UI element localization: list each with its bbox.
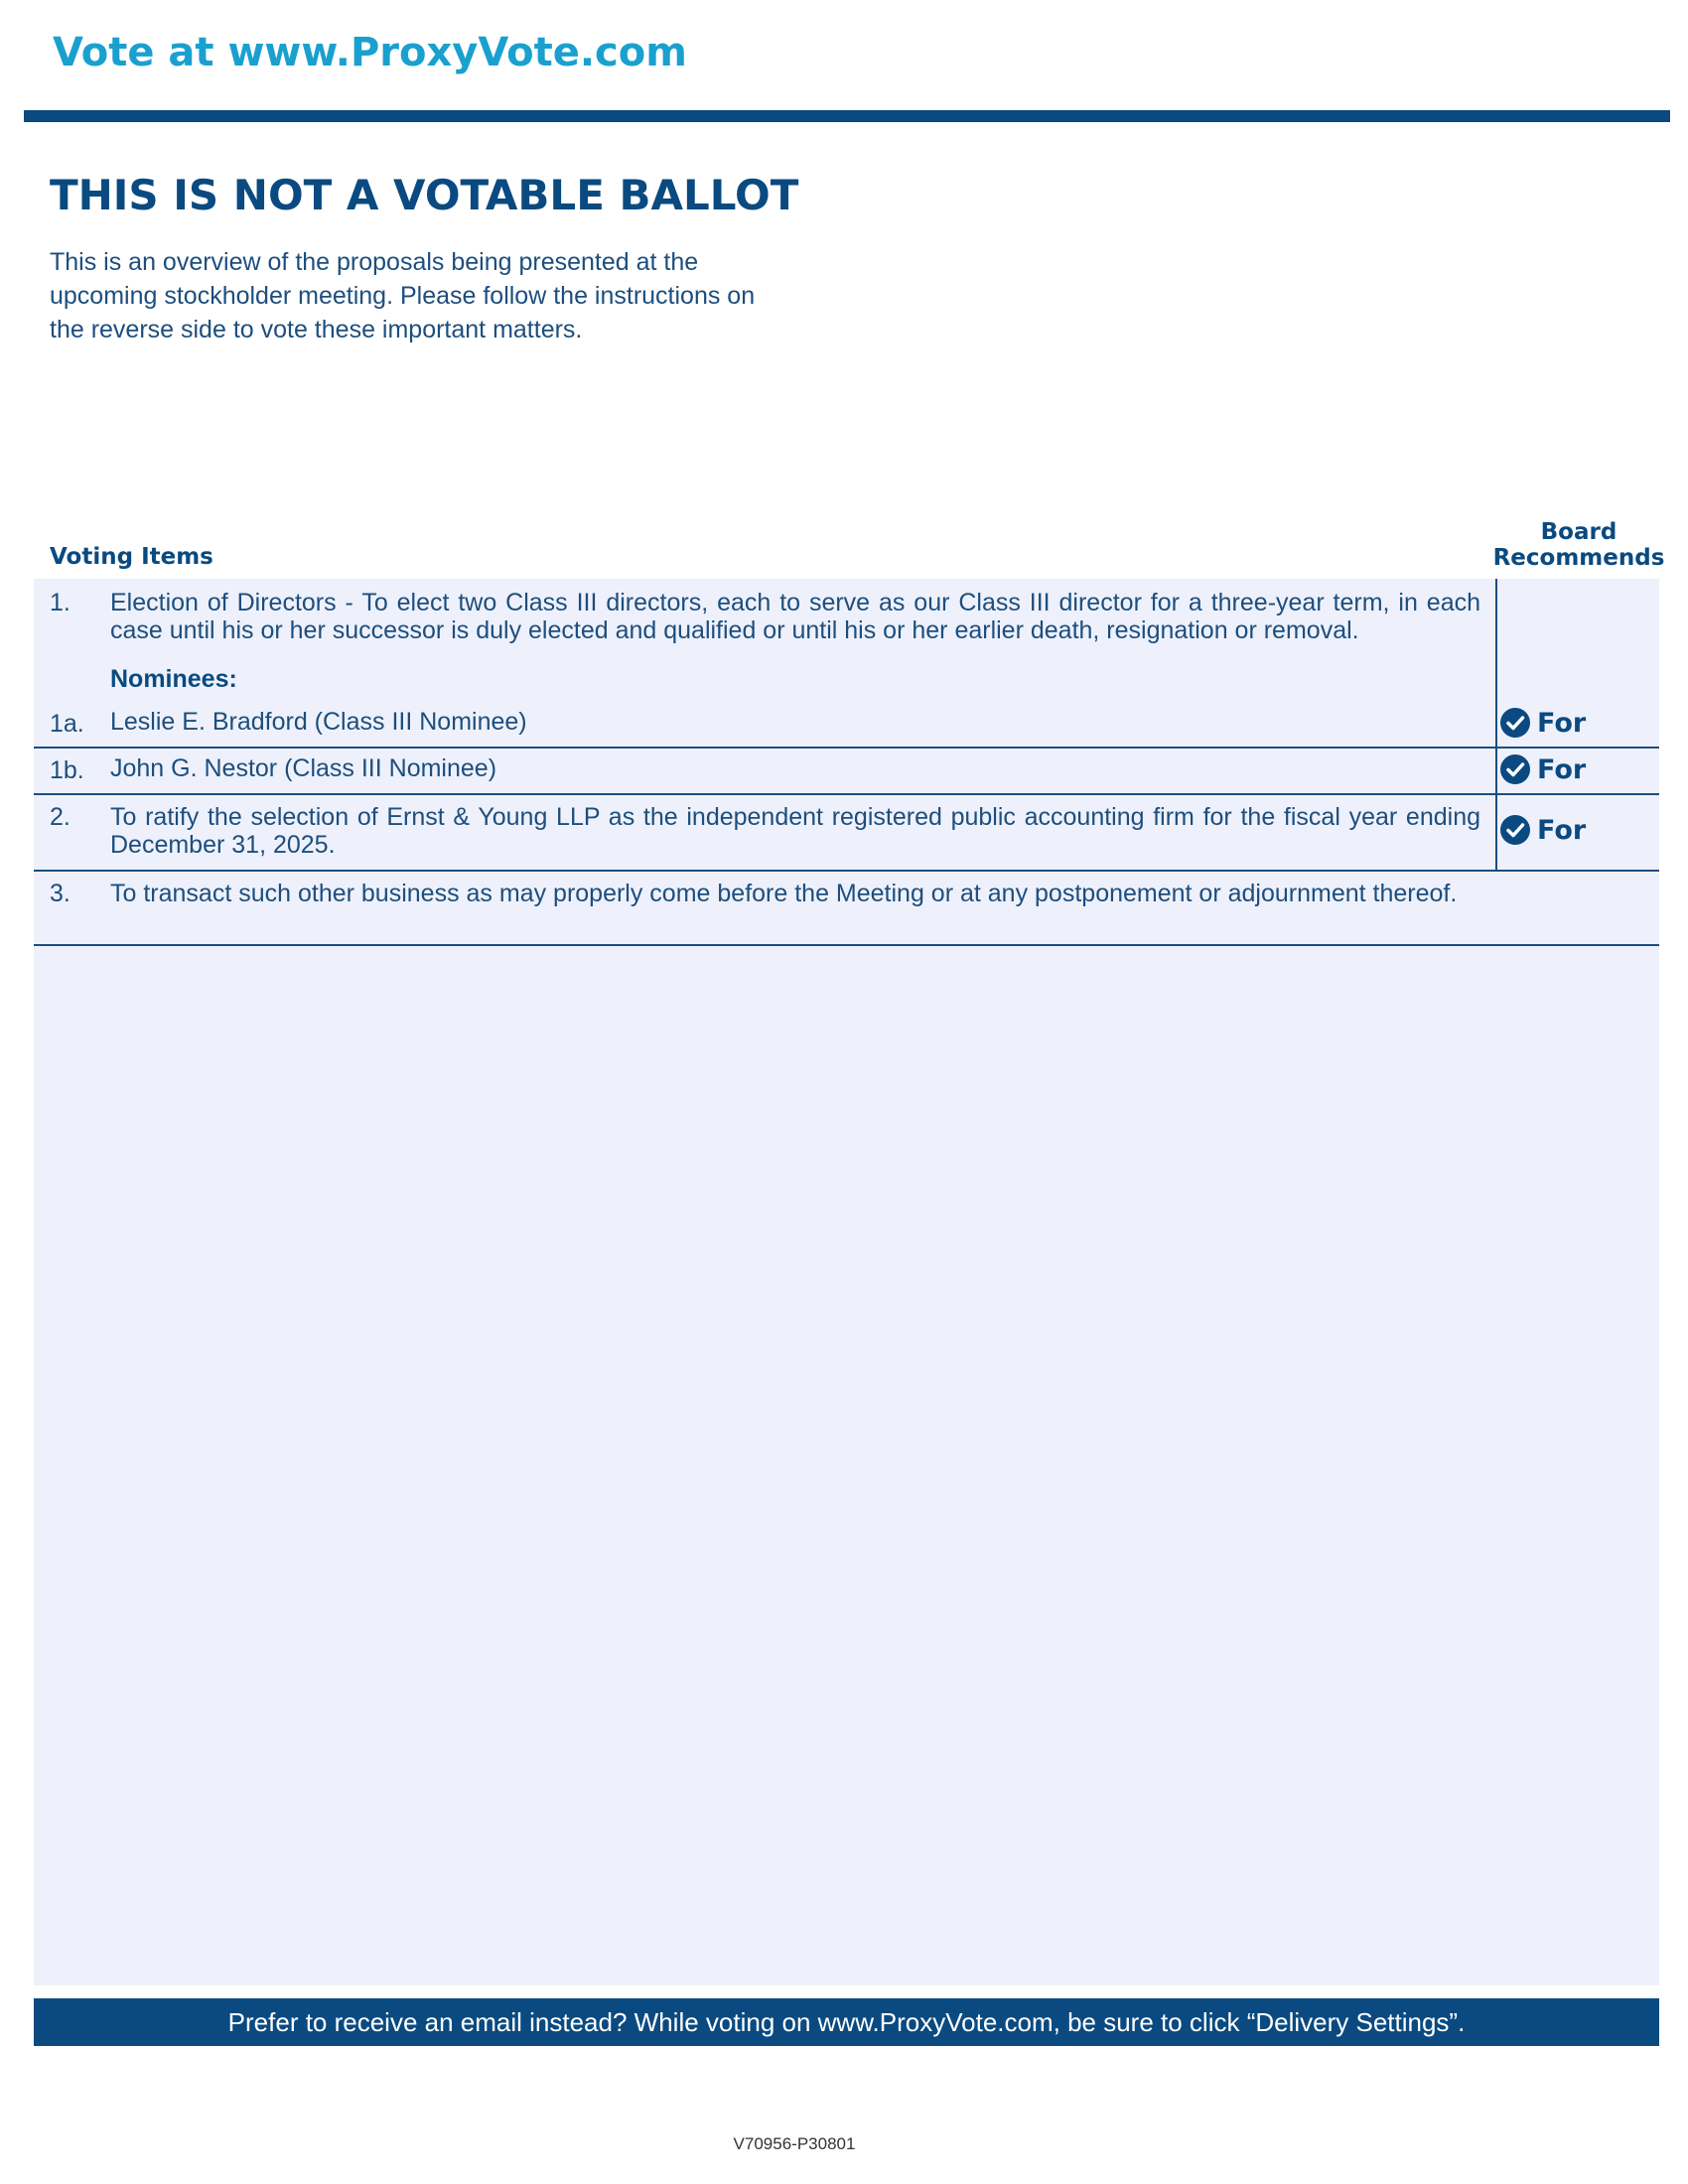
item-text: To ratify the selection of Ernst & Young LLP as the independent registered public accounting firm for the fiscal year ending December 31, 2025. [110,803,1480,859]
recommendation-label: For [1537,814,1587,846]
item-number: 1a. [50,710,84,738]
recommendation [1499,707,1586,739]
intro-line: This is an overview of the proposals being presented at the [50,248,699,276]
header-rule [24,110,1670,122]
recommendation [1499,814,1586,846]
recommendation-label: For [1537,753,1587,785]
intro-line: the reverse side to vote these important matters. [50,316,583,343]
row-divider [34,870,1659,872]
item-number: 3. [50,880,70,907]
check-circle-icon [1499,707,1531,739]
row-divider [34,747,1659,749]
check-circle-icon [1499,753,1531,785]
proxyvote-link[interactable]: Vote at www.ProxyVote.com [53,30,687,75]
item-text: To transact such other business as may properly come before the Meeting or at any postponement or adjournment thereof. [110,880,1458,907]
email-delivery-banner [34,1998,1659,2046]
board-recommends-header [1489,519,1668,571]
voting-items-panel [34,579,1659,1985]
intro-line: upcoming stockholder meeting. Please follow the instructions on [50,282,756,310]
check-circle-icon [1499,814,1531,846]
board-header-line: Recommends [1492,545,1665,571]
column-divider [1495,579,1497,872]
item-text: Leslie E. Bradford (Class III Nominee) [110,708,527,736]
recommendation-label: For [1537,707,1587,739]
item-number: 2. [50,803,70,831]
item-number: 1. [50,589,70,616]
recommendation [1499,753,1586,785]
nominees-label: Nominees: [110,665,237,693]
item-text: John G. Nestor (Class III Nominee) [110,754,497,782]
item-text: Election of Directors - To elect two Class III directors, each to serve as our Class III director for a three-year term, in each case until his or her successor is duly elected and qualified or until his or her earlier death, resignation or removal. [110,589,1480,644]
document-code: V70956-P30801 [733,2134,856,2153]
email-delivery-note: Prefer to receive an email instead? While voting on www.ProxyVote.com, be sure to click “Delivery Settings”. [227,2006,1466,2037]
row-divider [34,793,1659,795]
row-divider [34,944,1659,946]
intro-text [50,245,864,346]
item-number: 1b. [50,756,84,784]
board-header-line: Board [1540,519,1618,545]
page-title: THIS IS NOT A VOTABLE BALLOT [50,171,799,219]
voting-items-header: Voting Items [50,544,213,570]
